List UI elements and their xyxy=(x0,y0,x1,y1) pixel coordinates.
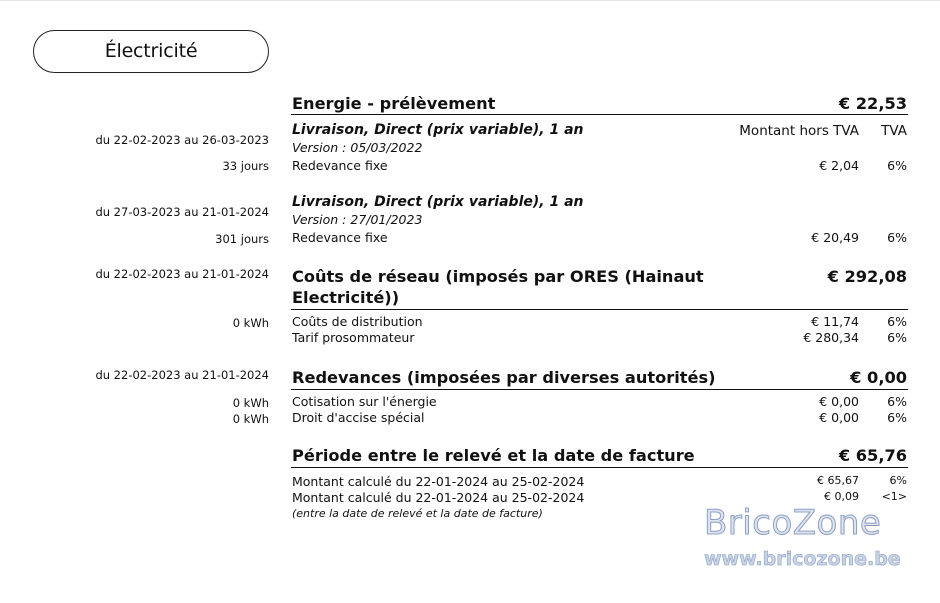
periode-line-tva: <1> xyxy=(881,490,907,503)
redevances-total: € 0,00 xyxy=(850,368,907,387)
reseau-total: € 292,08 xyxy=(827,267,907,286)
energie-block2-line-label: Redevance fixe xyxy=(292,230,388,245)
reseau-line-label: Tarif prosommateur xyxy=(292,330,415,345)
energie-block1-line-amount: € 2,04 xyxy=(819,158,859,173)
energie-block1-line-label: Redevance fixe xyxy=(292,158,388,173)
energie-block2-version: Version : 27/01/2023 xyxy=(292,212,423,227)
reseau-qty: 0 kWh xyxy=(232,316,269,330)
periode-line-label: Montant calculé du 22-01-2024 au 25-02-2024 xyxy=(292,474,585,489)
energie-block1-line-tva: 6% xyxy=(887,158,907,173)
col-amount-header: Montant hors TVA xyxy=(739,123,859,139)
energie-title: Energie - prélèvement xyxy=(292,94,496,113)
energie-block2-line-amount: € 20,49 xyxy=(811,230,859,245)
col-tva-header: TVA xyxy=(881,123,907,139)
redevances-period: du 22-02-2023 au 21-01-2024 xyxy=(95,368,269,382)
watermark-url: www.bricozone.be xyxy=(704,548,901,570)
redevances-line-tva: 6% xyxy=(887,394,907,409)
redevances-line-amount: € 0,00 xyxy=(819,410,859,425)
section-header-title: Électricité xyxy=(104,40,198,62)
redevances-title: Redevances (imposées par diverses autorités) xyxy=(292,368,716,387)
energie-block2-days: 301 jours xyxy=(215,232,269,246)
watermark-brand: BricoZone xyxy=(704,503,882,543)
reseau-period: du 22-02-2023 au 21-01-2024 xyxy=(95,267,269,281)
periode-line-label: Montant calculé du 22-01-2024 au 25-02-2024 xyxy=(292,490,585,505)
energie-block2-period: du 27-03-2023 au 21-01-2024 xyxy=(95,205,269,219)
energie-block1-product: Livraison, Direct (prix variable), 1 an xyxy=(292,122,584,138)
periode-line-tva: 6% xyxy=(889,474,907,487)
reseau-line-label: Coûts de distribution xyxy=(292,314,423,329)
top-border xyxy=(0,0,940,1)
reseau-rule xyxy=(291,309,908,310)
redevances-line-label: Cotisation sur l'énergie xyxy=(292,394,437,409)
energie-block1-period: du 22-02-2023 au 26-03-2023 xyxy=(95,133,269,147)
energie-block1-days: 33 jours xyxy=(222,159,269,173)
reseau-line-tva: 6% xyxy=(887,330,907,345)
redevances-line-tva: 6% xyxy=(887,410,907,425)
section-header-pill xyxy=(33,30,269,73)
energie-rule xyxy=(291,114,908,115)
redevances-line-qty: 0 kWh xyxy=(232,396,269,410)
reseau-title-line1: Coûts de réseau (imposés par ORES (Hainaut xyxy=(292,267,704,286)
periode-title: Période entre le relevé et la date de facture xyxy=(292,446,695,465)
periode-rule xyxy=(291,467,908,468)
redevances-rule xyxy=(291,389,908,390)
energie-block2-product: Livraison, Direct (prix variable), 1 an xyxy=(292,194,584,210)
periode-line-amount: € 0,09 xyxy=(824,490,859,503)
reseau-line-amount: € 11,74 xyxy=(811,314,859,329)
energie-total: € 22,53 xyxy=(838,94,907,113)
redevances-line-amount: € 0,00 xyxy=(819,394,859,409)
reseau-line-tva: 6% xyxy=(887,314,907,329)
energie-block2-line-tva: 6% xyxy=(887,230,907,245)
reseau-title-line2: Electricité)) xyxy=(292,288,400,307)
periode-total: € 65,76 xyxy=(838,446,907,465)
reseau-line-amount: € 280,34 xyxy=(803,330,859,345)
energie-block1-version: Version : 05/03/2022 xyxy=(292,140,423,155)
redevances-line-label: Droit d'accise spécial xyxy=(292,410,425,425)
periode-note: (entre la date de relevé et la date de facture) xyxy=(292,507,543,520)
periode-line-amount: € 65,67 xyxy=(817,474,859,487)
redevances-line-qty: 0 kWh xyxy=(232,412,269,426)
